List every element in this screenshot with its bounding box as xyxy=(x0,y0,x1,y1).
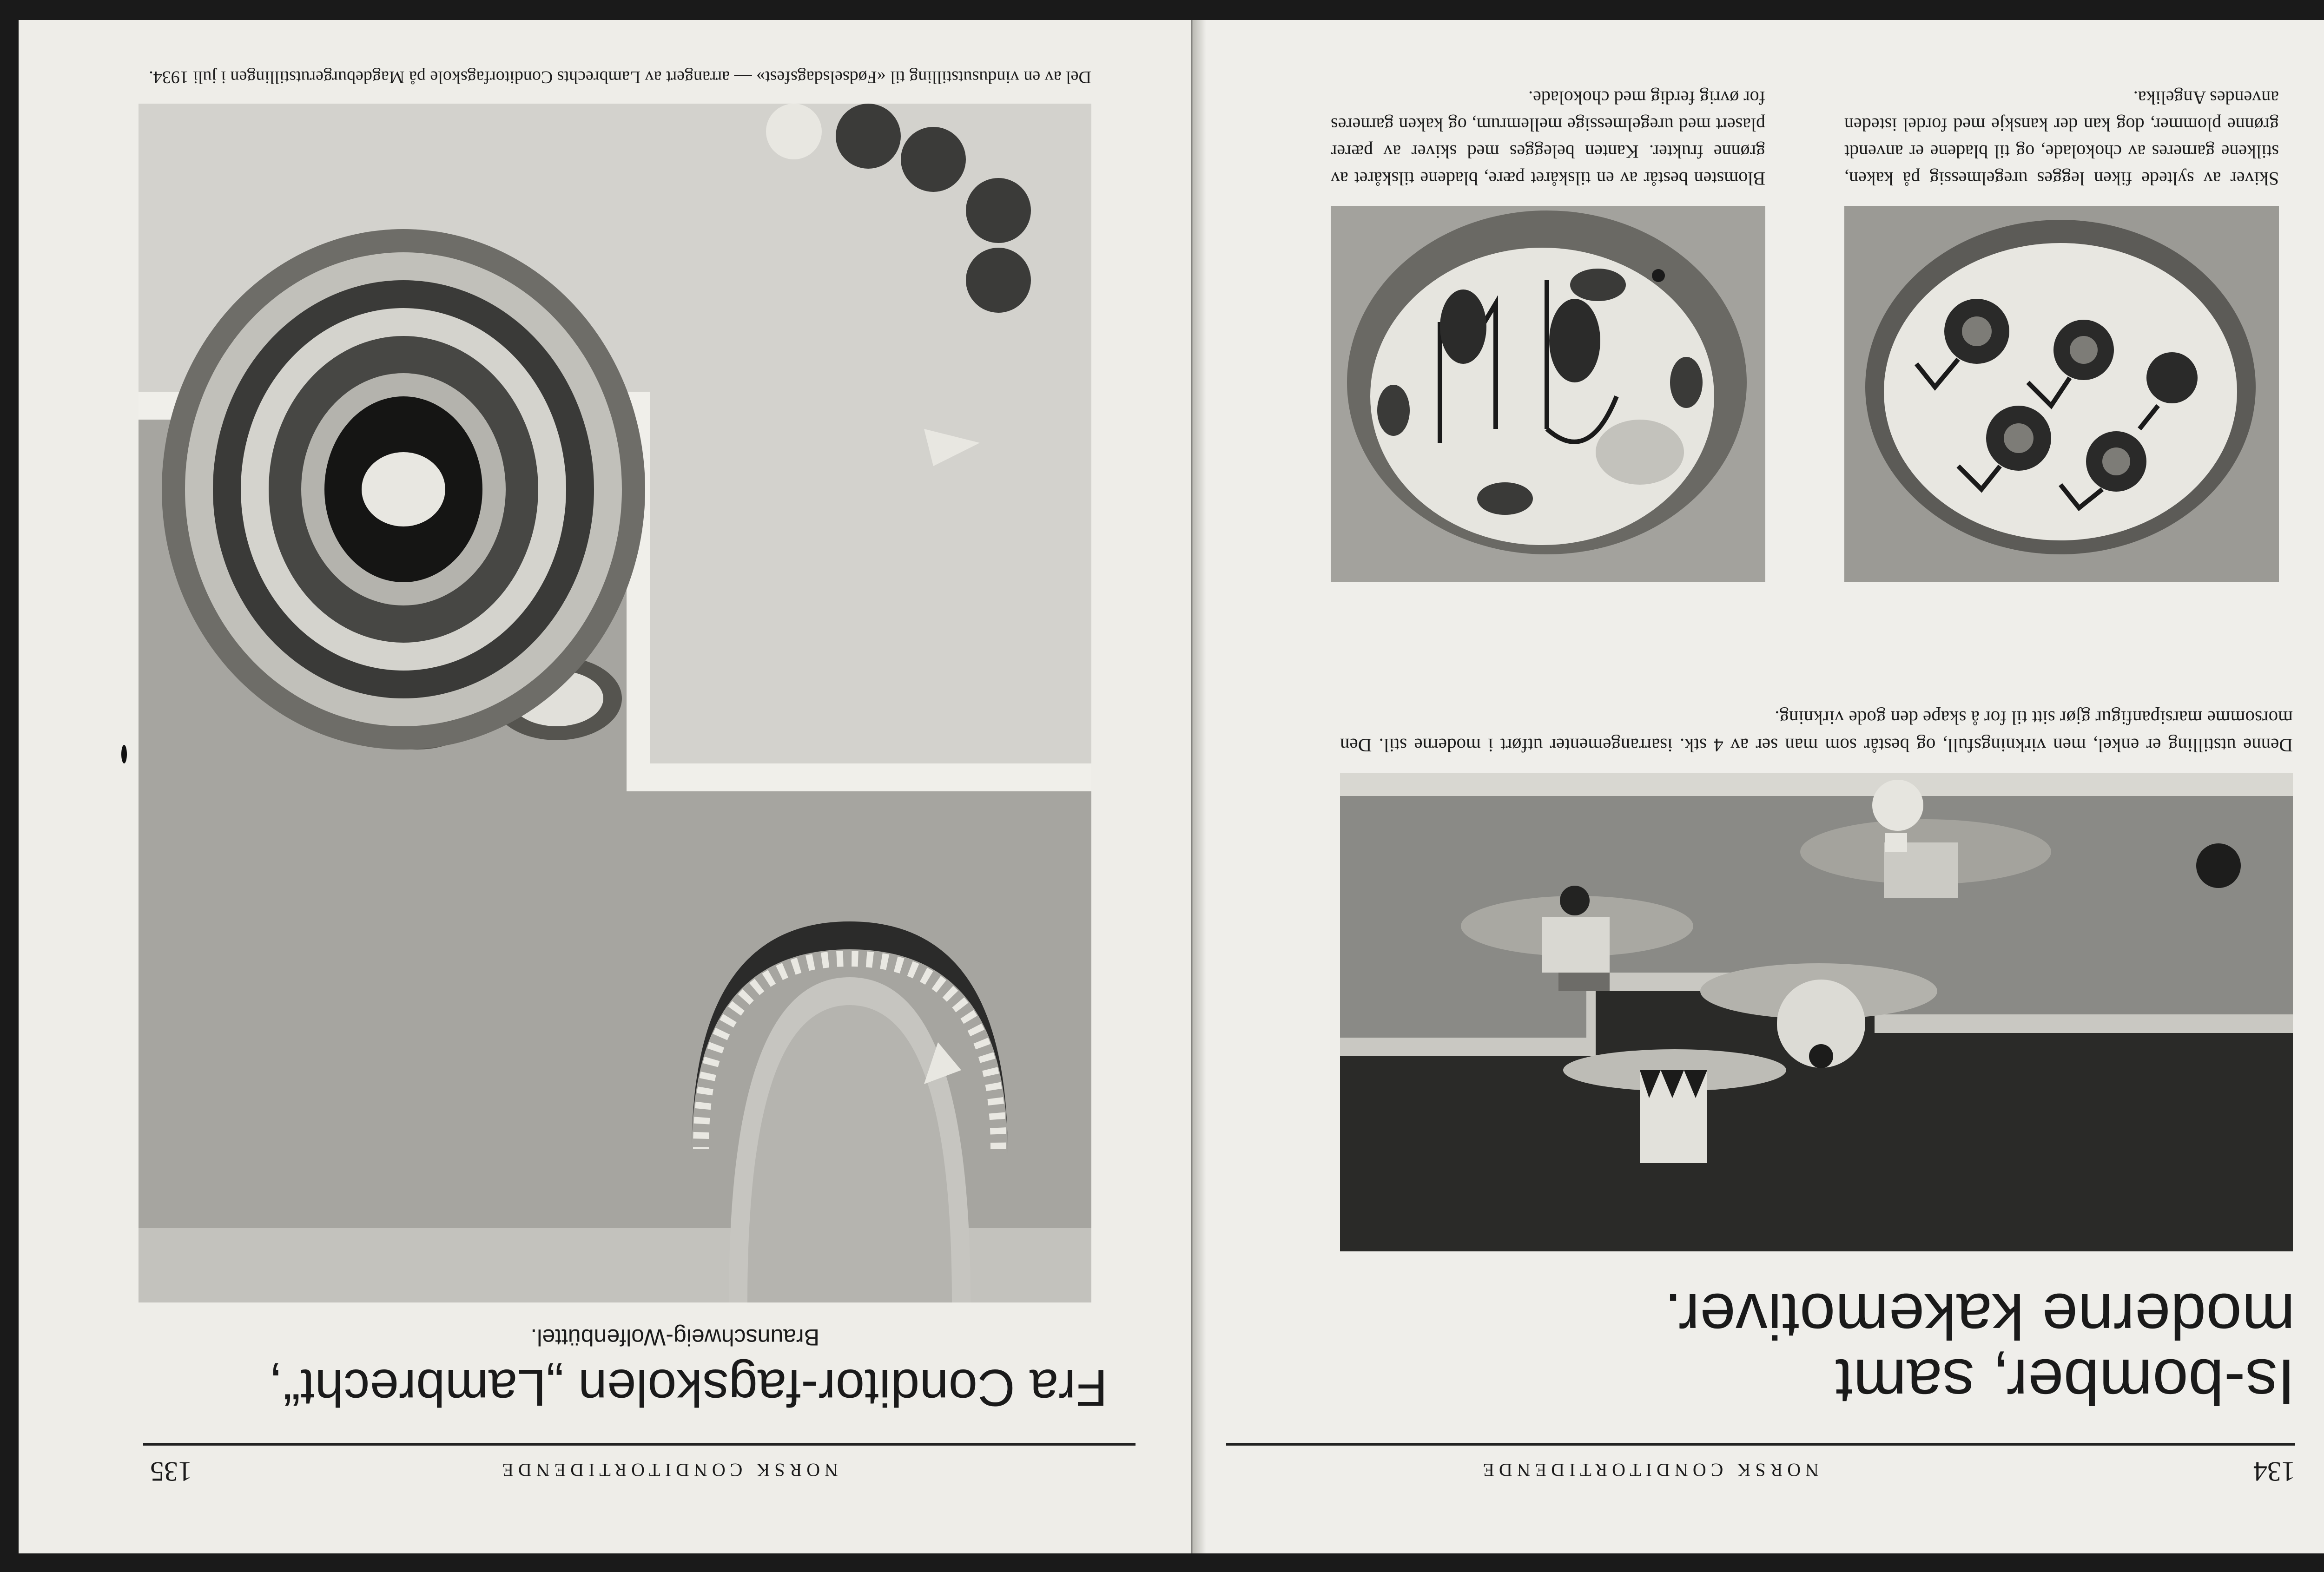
article-headline xyxy=(1664,1280,2295,1417)
ice-bomb-display-photo xyxy=(1340,773,2293,1251)
header-rule xyxy=(143,1443,1136,1446)
scan-dust-mark xyxy=(121,745,127,763)
page-134 xyxy=(1191,20,2324,1553)
pear-cake-caption: Blomsten består av en tilskåret pære, bladene tilskåret av grønne frukter. Kanten belegges med skiver av pærer plasert med uregelmessige mellemrum, og kaken garneres for øvrig ferdig med chokolade. xyxy=(1331,87,1765,189)
header-rule xyxy=(1226,1443,2295,1446)
running-head: NORSK CONDITORTIDENDE xyxy=(497,1460,838,1480)
page-135 xyxy=(19,20,1191,1553)
plum-cake-photo xyxy=(1844,206,2279,582)
birthday-window-display-photo xyxy=(139,104,1091,1302)
plum-cake-caption: Skiver av syltede fiken legges uregelmessig på kaken, stilkene garneres av chokolade, og til bladene er anvendt grønne plommer, dog kan der kanskje med fordel isteden anvendes Angelika. xyxy=(1844,87,2279,189)
display-caption: Del av en vindusutstilling til «Fødselsdagsfest» — arrangert av Lambrechts Conditorfagskole på Magdeburgerutstillingen i juli 1934. xyxy=(149,67,1091,87)
page-number: 135 xyxy=(150,1456,192,1487)
display-caption: Denne utstilling er enkel, men virkningsfull, og består som man ser av 4 stk. isarrangementer utført i moderne stil. Den morsomme marsipanfigur gjør sitt til for å skape den gode virkning. xyxy=(1340,707,2293,756)
page-number: 134 xyxy=(2253,1456,2295,1487)
running-head: NORSK CONDITORTIDENDE xyxy=(1478,1460,1819,1480)
article-subheadline: Braunschweig-Wolfenbüttel. xyxy=(530,1324,819,1350)
article-headline: Fra Conditor-fagskolen „Lambrecht“, xyxy=(268,1359,1108,1417)
headline-line-2: moderne kakemotiver. xyxy=(1664,1280,2295,1352)
headline-line-1: Is-bomber, samt xyxy=(1835,1346,2295,1417)
pear-flower-cake-photo xyxy=(1331,206,1765,582)
